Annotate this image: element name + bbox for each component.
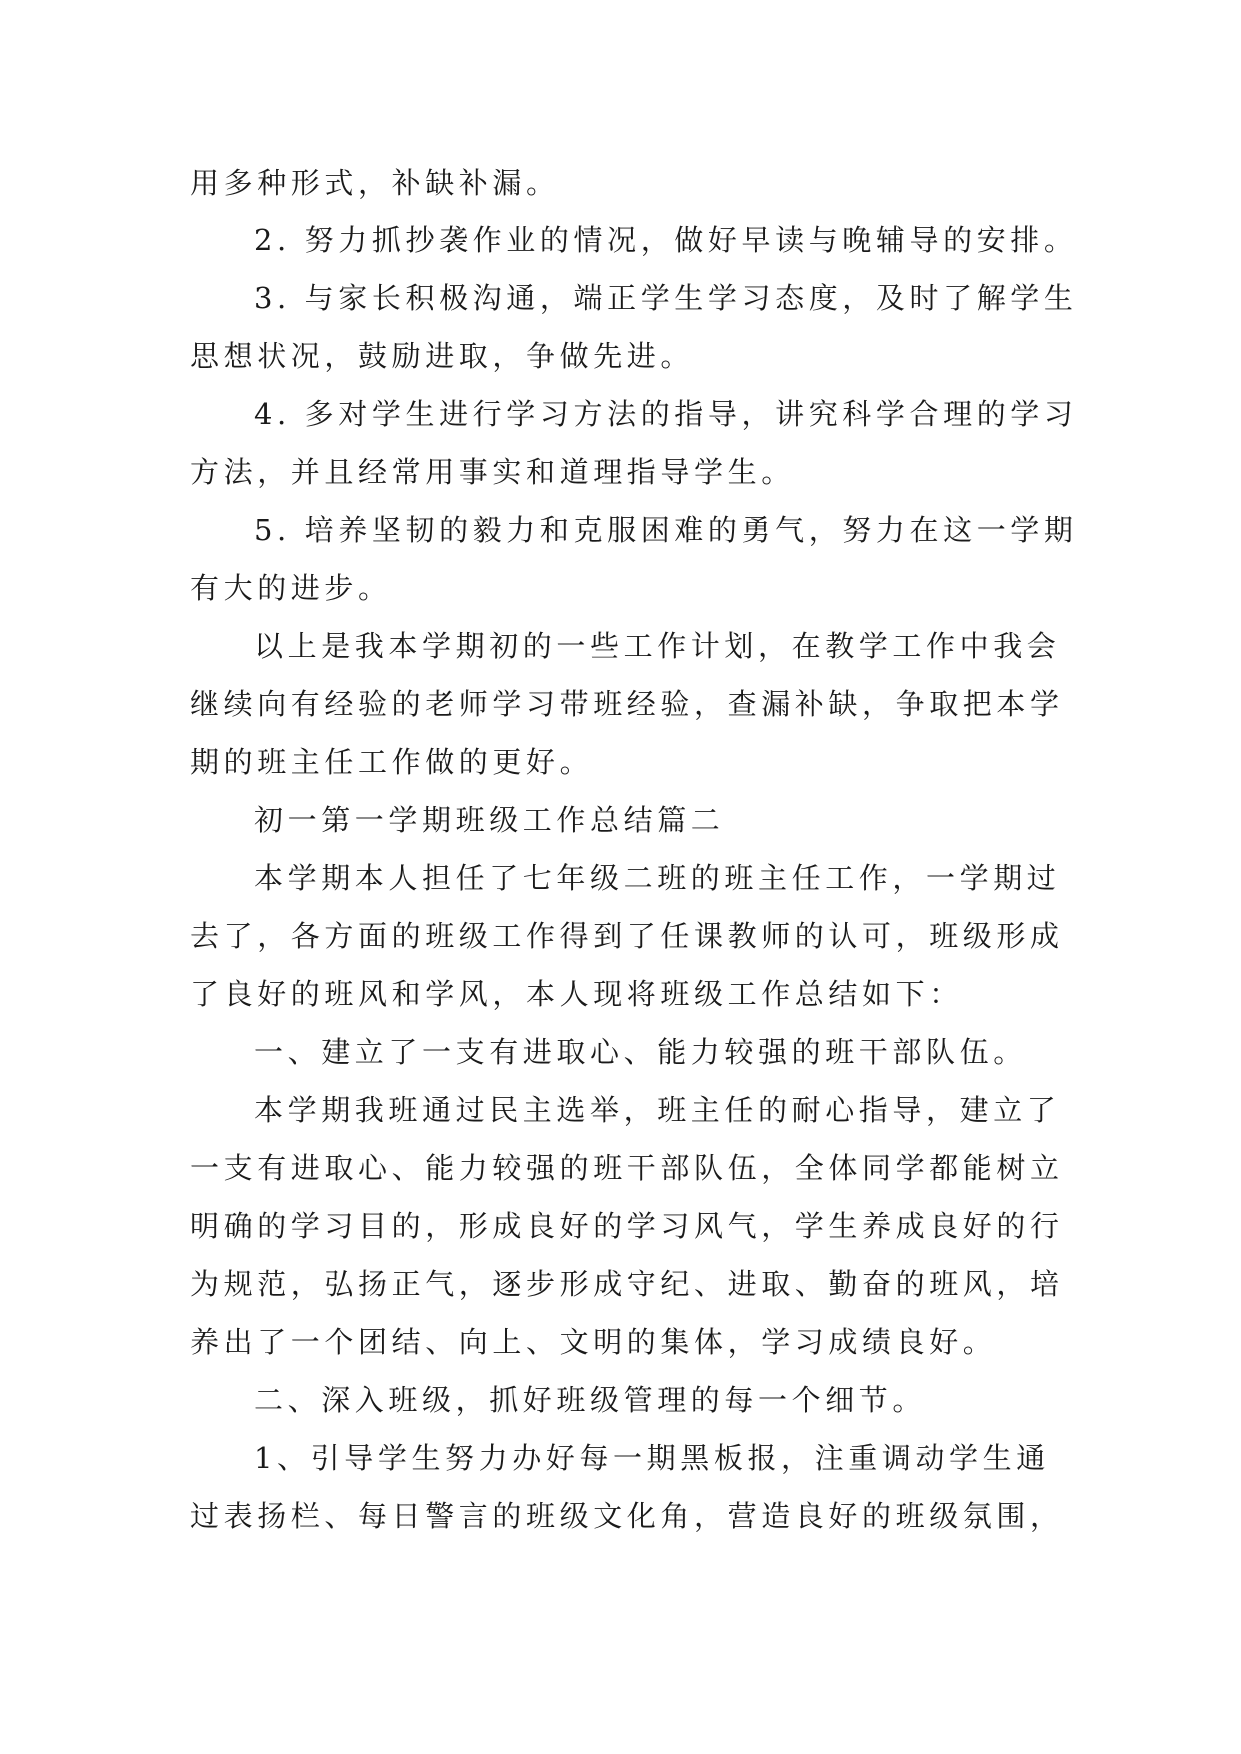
text-line-1: 用多种形式，补缺补漏。 [190,166,560,200]
text-line-19: 明确的学习目的，形成良好的学习风气，学生养成良好的行 [190,1209,1064,1243]
text-line-5: 4. 多对学生进行学习方法的指导，讲究科学合理的学习 [254,397,1078,431]
text-line-24: 过表扬栏、每日警言的班级文化角，营造良好的班级氛围， [190,1499,1064,1533]
text-line-15: 了良好的班风和学风，本人现将班级工作总结如下： [190,977,963,1011]
text-line-22: 二、深入班级，抓好班级管理的每一个细节。 [254,1383,927,1417]
text-line-21: 养出了一个团结、向上、文明的集体，学习成绩良好。 [190,1325,997,1359]
text-line-11: 期的班主任工作做的更好。 [190,745,594,779]
text-line-2: 2. 努力抓抄袭作业的情况，做好早读与晚辅导的安排。 [254,223,1078,257]
text-line-3: 3. 与家长积极沟通，端正学生学习态度，及时了解学生 [254,281,1078,315]
text-line-10: 继续向有经验的老师学习带班经验，查漏补缺，争取把本学 [190,687,1064,721]
text-line-8: 有大的进步。 [190,571,392,605]
text-line-9: 以上是我本学期初的一些工作计划，在教学工作中我会 [254,629,1061,663]
text-line-20: 为规范，弘扬正气，逐步形成守纪、进取、勤奋的班风，培 [190,1267,1064,1301]
text-line-7: 5. 培养坚韧的毅力和克服困难的勇气，努力在这一学期 [254,513,1078,547]
text-line-23: 1、引导学生努力办好每一期黑板报，注重调动学生通 [254,1441,1050,1475]
text-line-16: 一、建立了一支有进取心、能力较强的班干部队伍。 [254,1035,1027,1069]
text-line-6: 方法，并且经常用事实和道理指导学生。 [190,455,795,489]
text-line-4: 思想状况，鼓励进取，争做先进。 [190,339,695,373]
text-line-18: 一支有进取心、能力较强的班干部队伍，全体同学都能树立 [190,1151,1064,1185]
text-line-17: 本学期我班通过民主选举，班主任的耐心指导，建立了 [254,1093,1061,1127]
section-heading: 初一第一学期班级工作总结篇二 [254,803,725,837]
text-line-13: 本学期本人担任了七年级二班的班主任工作，一学期过 [254,861,1061,895]
text-line-14: 去了，各方面的班级工作得到了任课教师的认可，班级形成 [190,919,1064,953]
